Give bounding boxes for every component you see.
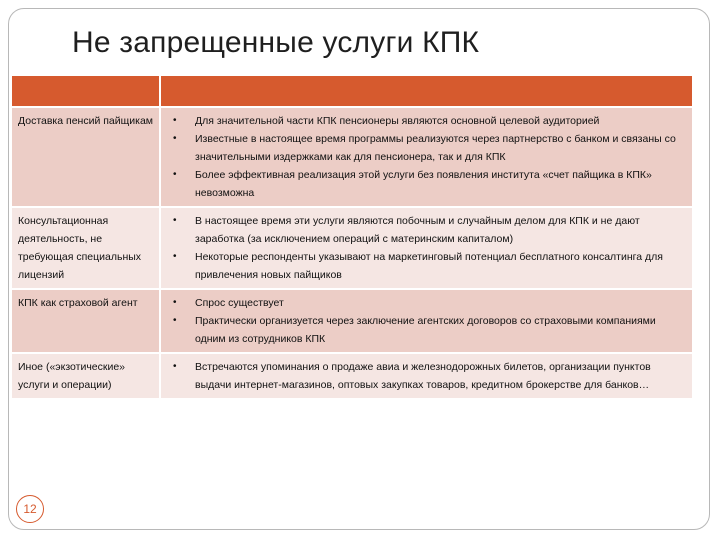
service-description xyxy=(160,107,692,207)
service-name: Иное («экзотические» услуги и операции) xyxy=(12,353,160,399)
table-header-row xyxy=(12,76,692,107)
bullet-point: • Более эффективная реализация этой услуги без появления института «счет пайщика в КПК» невозможна xyxy=(195,166,686,202)
bullet-list xyxy=(167,358,686,394)
slide-title: Не запрещенные услуги КПК xyxy=(72,26,480,59)
bullet-point: • Встречаются упоминания о продаже авиа и железнодорожных билетов, организации пунктов выдачи интернет-магазинов, оптовых закупках товаров, кредитном брокерстве для банков… xyxy=(195,358,686,394)
service-name: Доставка пенсий пайщикам xyxy=(12,107,160,207)
page-number-badge: 12 xyxy=(16,495,44,523)
bullet-point: • Спрос существует xyxy=(195,294,686,312)
service-description xyxy=(160,289,692,353)
bullet-point: • Для значительной части КПК пенсионеры являются основной целевой аудиторией xyxy=(195,112,686,130)
bullet-list xyxy=(167,212,686,284)
table-row xyxy=(12,207,692,289)
table-row xyxy=(12,289,692,353)
service-description xyxy=(160,207,692,289)
bullet-list xyxy=(167,294,686,348)
bullet-point: • Практически организуется через заключение агентских договоров со страховыми компаниями одним из сотрудников КПК xyxy=(195,312,686,348)
bullet-point: • Известные в настоящее время программы реализуются через партнерство с банком и связаны со значительными издержками как для пенсионера, так и для КПК xyxy=(195,130,686,166)
service-description xyxy=(160,353,692,399)
table-row xyxy=(12,353,692,399)
bullet-point: • Некоторые респонденты указывают на маркетинговый потенциал бесплатного консалтинга для привлечения новых пайщиков xyxy=(195,248,686,284)
bullet-list xyxy=(167,112,686,202)
header-cell-description xyxy=(160,76,692,107)
header-cell-service xyxy=(12,76,160,107)
service-name: КПК как страховой агент xyxy=(12,289,160,353)
services-table xyxy=(12,76,692,400)
bullet-point: • В настоящее время эти услуги являются побочным и случайным делом для КПК и не дают заработка (за исключением операций с материнским капиталом) xyxy=(195,212,686,248)
table-row xyxy=(12,107,692,207)
service-name: Консультационная деятельность, не требующая специальных лицензий xyxy=(12,207,160,289)
